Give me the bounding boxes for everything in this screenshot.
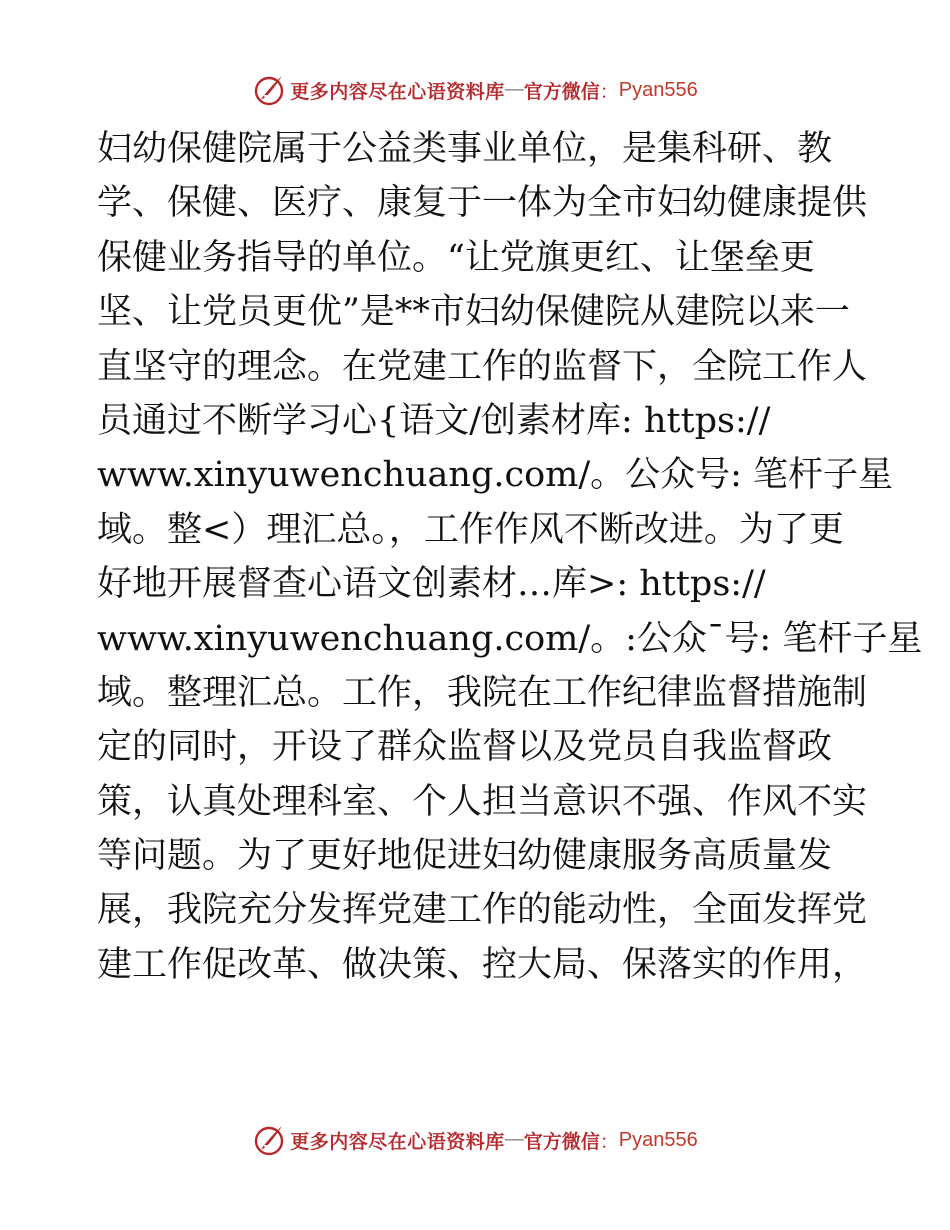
banner-account-id: Pyan556 <box>618 78 698 101</box>
banner-colon: ： <box>599 1130 619 1153</box>
banner-colon: ： <box>599 80 619 103</box>
quill-pen-logo-icon <box>252 1123 286 1157</box>
body-line: www.xinyuwenchuang.com/。公众号: 笔杆子星 <box>97 455 894 496</box>
body-line: 域。整理汇总。工作，我院在工作纪律监督措施制 <box>97 672 868 713</box>
banner-title: 更多内容尽在心语资料库 <box>290 1130 505 1153</box>
body-line: 保健业务指导的单位。“让党旗更红、让堡垒更 <box>97 237 815 278</box>
body-line: 妇幼保健院属于公益类事业单位，是集科研、教 <box>97 129 833 169</box>
body-line: 好地开展督查心语文创素材…库>: https:// <box>97 564 766 605</box>
banner-separator: — <box>504 1129 524 1150</box>
banner-official-label: 官方微信 <box>523 1130 600 1153</box>
banner-account-id: Pyan556 <box>618 1128 698 1151</box>
body-line: 坚、让党员更优”是**市妇幼保健院从建院以来一 <box>97 292 850 333</box>
banner-title: 更多内容尽在心语资料库 <box>290 80 505 103</box>
header-banner <box>0 70 950 110</box>
banner-separator: — <box>504 79 524 100</box>
quill-pen-logo-icon <box>252 73 286 107</box>
body-line: 定的同时，开设了群众监督以及党员自我监督政 <box>97 727 833 768</box>
body-line: www.xinyuwenchuang.com/。:公众¯号: 笔杆子星 <box>97 618 923 659</box>
body-line: 域。整<）理汇总。，工作作风不断改进。为了更 <box>97 509 844 550</box>
body-line: 展，我院充分发挥党建工作的能动性，全面发挥党 <box>97 890 868 931</box>
footer-banner <box>0 1120 950 1160</box>
body-line: 直坚守的理念。在党建工作的监督下，全院工作人 <box>97 346 868 387</box>
body-line: 建工作促改革、做决策、控大局、保落实的作用， <box>97 944 868 985</box>
document-body <box>97 122 923 992</box>
body-line: 等问题。为了更好地促进妇幼健康服务高质量发 <box>97 836 833 877</box>
body-line: 学、保健、医疗、康复于一体为全市妇幼健康提供 <box>97 183 868 224</box>
body-line: 员通过不断学习心{语文/创素材库: https:// <box>97 400 771 441</box>
banner-official-label: 官方微信 <box>523 80 600 103</box>
body-line: 策，认真处理科室、个人担当意识不强、作风不实 <box>97 781 868 822</box>
